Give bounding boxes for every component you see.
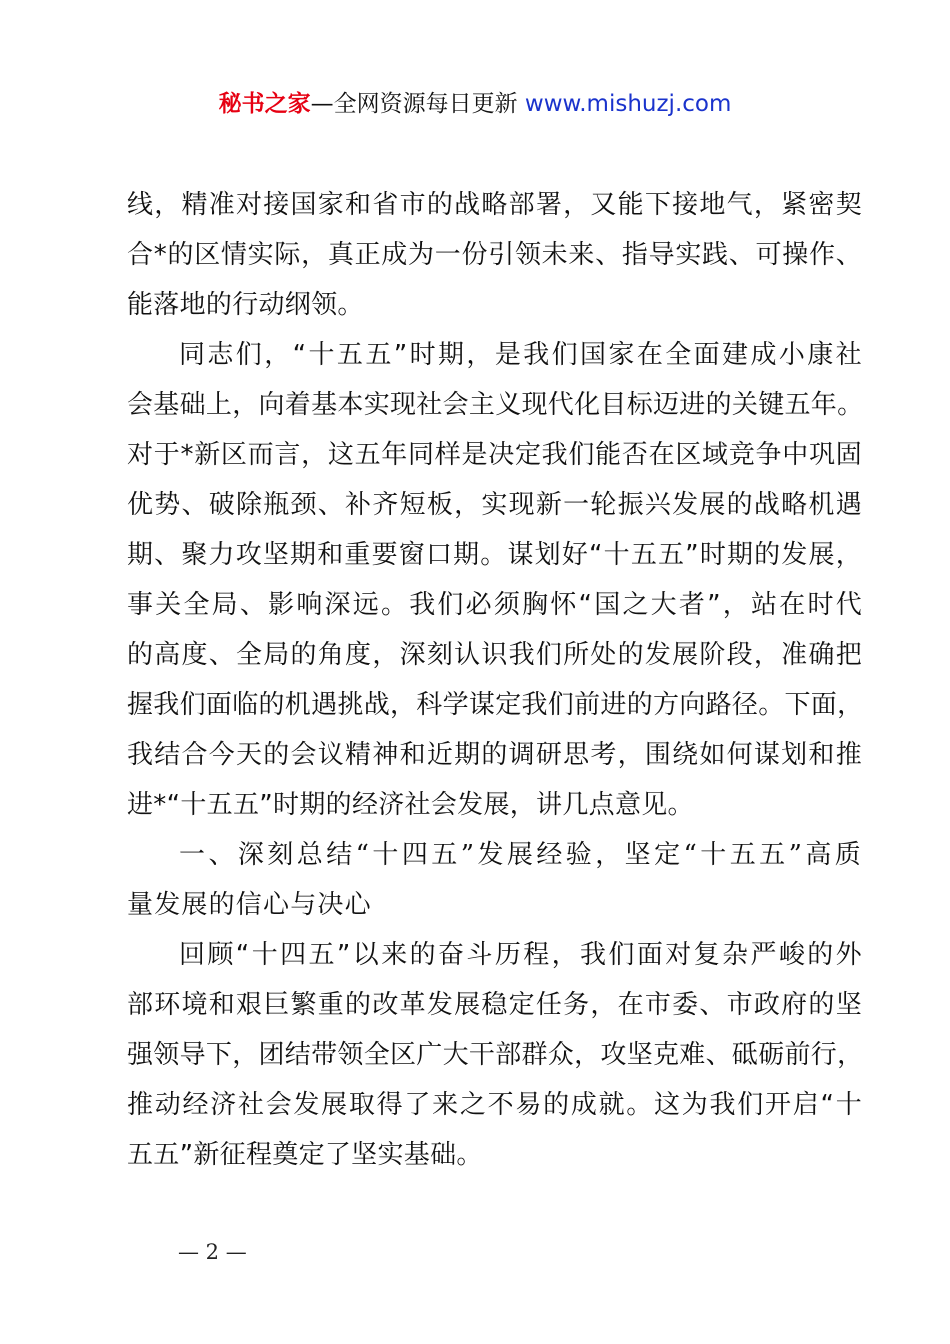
paragraph-review bbox=[127, 930, 862, 1180]
text-line: 强领导下，团结带领全区广大干部群众，攻坚克难、砥砺前行， bbox=[127, 1040, 864, 1070]
text-line: 我结合今天的会议精神和近期的调研思考，围绕如何谋划和推 bbox=[127, 740, 862, 770]
section-heading bbox=[127, 830, 862, 930]
header-url-link[interactable]: www.mishuzj.com bbox=[524, 91, 732, 117]
text-line: 事关全局、影响深远。我们必须胸怀“国之大者”，站在时代 bbox=[127, 590, 862, 620]
text-line: 部环境和艰巨繁重的改革发展稳定任务，在市委、市政府的坚 bbox=[127, 990, 862, 1020]
heading-line: 量发展的信心与决心 bbox=[127, 890, 372, 920]
text-line: 进*“十五五”时期的经济社会发展，讲几点意见。 bbox=[127, 790, 694, 820]
brand-name: 秘书之家 bbox=[218, 91, 311, 117]
text-line: 合*的区情实际，真正成为一份引领未来、指导实践、可操作、 bbox=[127, 240, 862, 270]
text-line: 线，精准对接国家和省市的战略部署，又能下接地气，紧密契 bbox=[127, 190, 862, 220]
text-line: 期、聚力攻坚期和重要窗口期。谋划好“十五五”时期的发展， bbox=[127, 540, 862, 570]
text-line: 同志们，“十五五”时期，是我们国家在全面建成小康社 bbox=[179, 340, 862, 370]
text-line: 的高度、全局的角度，深刻认识我们所处的发展阶段，准确把 bbox=[127, 640, 862, 670]
text-line: 能落地的行动纲领。 bbox=[127, 290, 364, 320]
text-line: 推动经济社会发展取得了来之不易的成就。这为我们开启“十 bbox=[127, 1090, 862, 1120]
text-line: 握我们面临的机遇挑战，科学谋定我们前进的方向路径。下面， bbox=[127, 690, 864, 720]
paragraph-comrades bbox=[127, 330, 862, 830]
heading-line: 一、深刻总结“十四五”发展经验，坚定“十五五”高质 bbox=[179, 840, 862, 870]
paragraph-continuation bbox=[127, 180, 862, 330]
text-line: 优势、破除瓶颈、补齐短板，实现新一轮振兴发展的战略机遇 bbox=[127, 490, 862, 520]
text-line: 对于*新区而言，这五年同样是决定我们能否在区域竞争中巩固 bbox=[127, 440, 862, 470]
header-tagline: —全网资源每日更新 bbox=[310, 91, 525, 117]
site-header bbox=[0, 86, 950, 122]
text-line: 五五”新征程奠定了坚实基础。 bbox=[127, 1140, 483, 1170]
text-line: 会基础上，向着基本实现社会主义现代化目标迈进的关键五年。 bbox=[127, 390, 864, 420]
document-body bbox=[127, 180, 862, 1180]
page-number: — 2 — bbox=[178, 1240, 247, 1264]
text-line: 回顾“十四五”以来的奋斗历程，我们面对复杂严峻的外 bbox=[179, 940, 862, 970]
